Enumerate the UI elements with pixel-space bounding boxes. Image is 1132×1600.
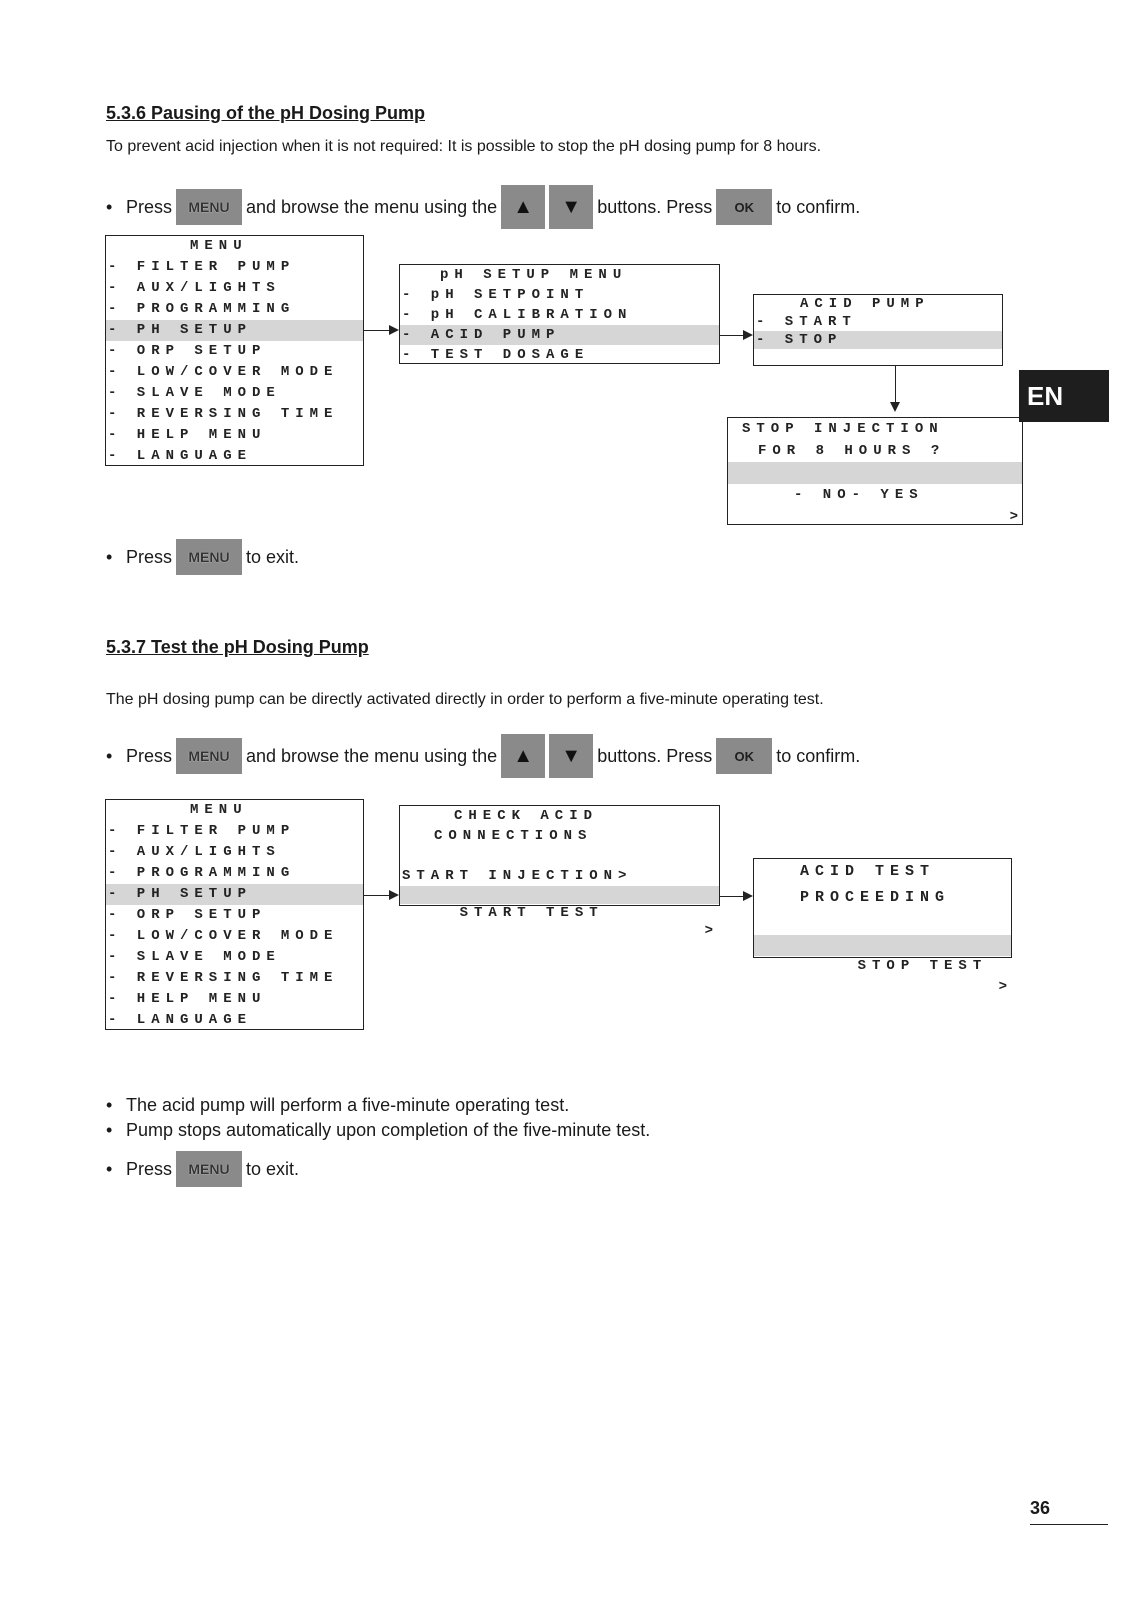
flow-arrow — [363, 895, 390, 896]
lcd-test-line1: ACID TEST — [800, 863, 936, 880]
lcd-test-line2: PROCEEDING — [800, 889, 951, 906]
press-text: Press — [126, 546, 173, 567]
bullet: • — [106, 1095, 113, 1115]
lcd-start-test-selected — [400, 886, 719, 939]
press-text: Press — [126, 745, 173, 766]
lcd-menu-item: - FILTER PUMP — [108, 823, 296, 839]
bullet: • — [106, 196, 113, 217]
note-text: The acid pump will perform a five-minute operating test. — [126, 1095, 570, 1115]
exit-text: to exit. — [246, 546, 300, 567]
down-arrow-button-icon: ▼ — [549, 734, 593, 778]
lcd-menu-item: - HELP MENU — [108, 991, 267, 1007]
lcd-menu-item: - ORP SETUP — [108, 343, 267, 359]
section-537-heading: 5.3.7 Test the pH Dosing Pump — [106, 637, 369, 657]
lcd-menu-item: - AUX/LIGHTS — [108, 280, 281, 296]
flow-arrow — [363, 330, 390, 331]
lcd-check-acid — [399, 805, 720, 939]
lcd-spacer — [400, 846, 719, 866]
note-text: Pump stops automatically upon completion of the five-minute test. — [126, 1120, 651, 1140]
confirm-text: to confirm. — [776, 196, 861, 217]
lcd-menu-item: - PROGRAMMING — [108, 865, 296, 881]
ok-button-icon: OK — [716, 189, 772, 225]
list-item — [106, 1093, 650, 1118]
menu-button-icon: MENU — [176, 1151, 242, 1187]
lcd-stop-test-label: STOP TEST — [857, 958, 988, 974]
lcd-acid-pump-menu — [753, 294, 1003, 366]
lcd-ph-title: pH SETUP MENU — [440, 267, 628, 283]
lcd-menu-title: MENU — [190, 238, 248, 254]
lcd-ph-item: - pH CALIBRATION — [402, 307, 633, 323]
lcd-menu-item: - AUX/LIGHTS — [108, 844, 281, 860]
arrow-head-icon — [389, 890, 399, 900]
flow-arrow — [895, 365, 896, 403]
lcd-menu-item-selected: - PH SETUP — [106, 884, 363, 905]
lcd-acid-item-selected: - STOP — [754, 331, 1002, 349]
section-536-intro: To prevent acid injection when it is not required: It is possible to stop the pH dosing pump for 8 hours. — [106, 138, 822, 155]
lcd-menu-item: - LANGUAGE — [108, 1012, 253, 1028]
lcd-start-injection: START INJECTION> — [402, 868, 633, 884]
notes-list — [106, 1093, 650, 1143]
press-text: Press — [126, 1158, 173, 1179]
buttons-press-text: buttons. Press — [597, 196, 713, 217]
lcd-menu-item: - PROGRAMMING — [108, 301, 296, 317]
language-tab: EN — [1019, 370, 1109, 422]
section-537-intro: The pH dosing pump can be directly activated directly in order to perform a five-minute operating test. — [106, 691, 824, 708]
lcd-check-line2: CONNECTIONS — [434, 828, 593, 844]
lcd-stop-test-selected — [754, 935, 1011, 995]
arrow-head-icon — [389, 325, 399, 335]
ok-button-icon: OK — [716, 738, 772, 774]
browse-text: and browse the menu using the — [246, 745, 498, 766]
lcd-stop-injection — [727, 417, 1023, 525]
flow-arrow — [719, 335, 744, 336]
confirm-text: to confirm. — [776, 745, 861, 766]
bullet: • — [106, 745, 113, 766]
up-arrow-button-icon: ▲ — [501, 734, 545, 778]
lcd-menu-item: - REVERSING TIME — [108, 970, 339, 986]
list-item — [106, 1118, 650, 1143]
bullet: • — [106, 1158, 113, 1179]
buttons-press-text: buttons. Press — [597, 745, 713, 766]
lcd-yes-arrow: > — [1009, 509, 1018, 525]
instruction-exit-537 — [106, 1146, 299, 1192]
menu-button-icon: MENU — [176, 539, 242, 575]
lcd-spacer — [754, 911, 1011, 935]
lcd-acid-title: ACID PUMP — [800, 296, 930, 312]
bullet: • — [106, 1120, 113, 1140]
down-arrow-button-icon: ▼ — [549, 185, 593, 229]
arrow-down-icon — [890, 402, 900, 412]
lcd-start-test-label: START TEST — [459, 905, 604, 921]
menu-button-icon: MENU — [176, 738, 242, 774]
lcd-check-line1: CHECK ACID — [454, 808, 599, 824]
arrow-head-icon — [743, 330, 753, 340]
lcd-main-menu — [105, 799, 364, 1030]
lcd-ph-item: - pH SETPOINT — [402, 287, 590, 303]
lcd-main-menu — [105, 235, 364, 466]
instruction-browse-537 — [106, 733, 860, 779]
instruction-exit-536 — [106, 534, 299, 580]
lcd-menu-item: - HELP MENU — [108, 427, 267, 443]
lcd-menu-item: - REVERSING TIME — [108, 406, 339, 422]
lcd-stop-line1: STOP INJECTION — [742, 421, 944, 437]
lcd-menu-item: - SLAVE MODE — [108, 949, 281, 965]
lcd-ph-item: - TEST DOSAGE — [402, 347, 590, 363]
lcd-stop-test-arrow: > — [998, 979, 1007, 995]
lcd-menu-item: - LOW/COVER MODE — [108, 364, 339, 380]
lcd-acid-item: - START — [756, 314, 857, 330]
menu-button-icon: MENU — [176, 189, 242, 225]
flow-arrow — [719, 896, 744, 897]
lcd-menu-item-selected: - PH SETUP — [106, 320, 363, 341]
lcd-start-test-arrow: > — [704, 923, 713, 939]
lcd-menu-item: - ORP SETUP — [108, 907, 267, 923]
up-arrow-button-icon: ▲ — [501, 185, 545, 229]
lcd-acid-test — [753, 858, 1012, 995]
page-number: 36 — [1030, 1498, 1051, 1518]
section-536-heading: 5.3.6 Pausing of the pH Dosing Pump — [106, 103, 426, 123]
lcd-yes-label: - YES — [851, 487, 924, 503]
lcd-menu-item: - SLAVE MODE — [108, 385, 281, 401]
instruction-browse-536 — [106, 184, 860, 230]
lcd-menu-title: MENU — [190, 802, 248, 818]
browse-text: and browse the menu using the — [246, 196, 498, 217]
lcd-stop-line2: FOR 8 HOURS ? — [758, 443, 946, 459]
lcd-menu-item: - LOW/COVER MODE — [108, 928, 339, 944]
arrow-head-icon — [743, 891, 753, 901]
lcd-menu-item: - FILTER PUMP — [108, 259, 296, 275]
lcd-menu-item: - LANGUAGE — [108, 448, 253, 464]
exit-text: to exit. — [246, 1158, 300, 1179]
lcd-ph-setup-menu — [399, 264, 720, 364]
lcd-stop-yes — [728, 462, 1022, 525]
lcd-ph-item-selected: - ACID PUMP — [400, 325, 719, 345]
bullet: • — [106, 546, 113, 567]
page-number-rule — [1030, 1524, 1108, 1525]
press-text: Press — [126, 196, 173, 217]
